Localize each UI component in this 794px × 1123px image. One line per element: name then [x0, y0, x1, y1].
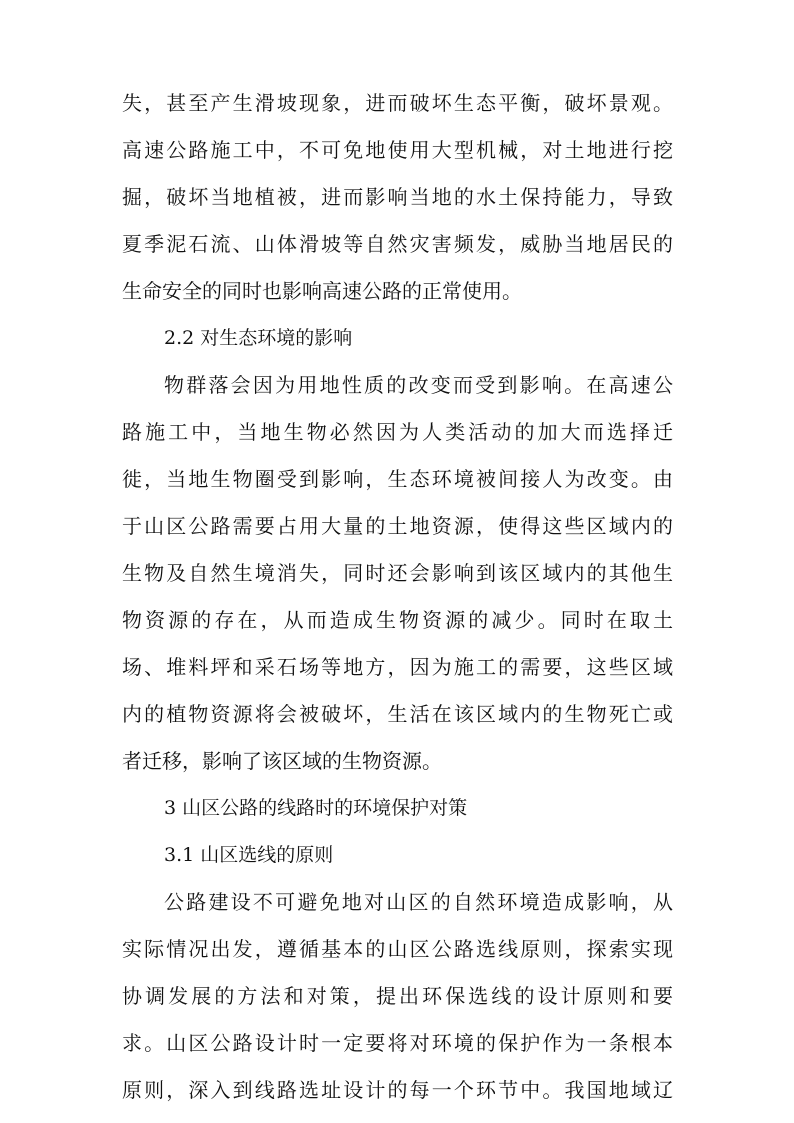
paragraph-line: 场、堆料坪和采石场等地方，因为施工的需要，这些区域	[122, 655, 673, 679]
subsection-heading: 3.1 山区选线的原则	[164, 844, 334, 866]
section-heading: 3 山区公路的线路时的环境保护对策	[164, 797, 468, 819]
paragraph-line: 生物及自然生境消失，同时还会影响到该区域内的其他生	[122, 561, 673, 585]
paragraph-line: 者迁移，影响了该区域的生物资源。	[122, 749, 442, 773]
paragraph-line: 生命安全的同时也影响高速公路的正常使用。	[122, 279, 522, 303]
paragraph-line: 实际情况出发，遵循基本的山区公路选线原则，探索实现	[122, 937, 673, 961]
paragraph-line: 公路建设不可避免地对山区的自然环境造成影响，从	[164, 890, 673, 914]
paragraph-line: 协调发展的方法和对策，提出环保选线的设计原则和要	[122, 984, 673, 1008]
paragraph-line: 夏季泥石流、山体滑坡等自然灾害频发，威胁当地居民的	[122, 232, 673, 256]
paragraph-line: 徙，当地生物圈受到影响，生态环境被间接人为改变。由	[122, 467, 673, 491]
paragraph-line: 原则，深入到线路选址设计的每一个环节中。我国地域辽	[122, 1078, 673, 1102]
paragraph-line: 物资源的存在，从而造成生物资源的减少。同时在取土	[122, 608, 673, 632]
paragraph-line: 高速公路施工中，不可免地使用大型机械，对土地进行挖	[122, 138, 673, 162]
paragraph-line: 求。山区公路设计时一定要将对环境的保护作为一条根本	[122, 1031, 673, 1055]
paragraph-line: 于山区公路需要占用大量的土地资源，使得这些区域内的	[122, 514, 673, 538]
section-heading: 2.2 对生态环境的影响	[164, 327, 353, 349]
paragraph-line: 物群落会因为用地性质的改变而受到影响。在高速公	[164, 373, 673, 397]
paragraph-line: 内的植物资源将会被破坏，生活在该区域内的生物死亡或	[122, 702, 673, 726]
paragraph-line: 掘，破坏当地植被，进而影响当地的水土保持能力，导致	[122, 185, 673, 209]
paragraph-line: 失，甚至产生滑坡现象，进而破坏生态平衡，破坏景观。	[122, 91, 673, 115]
paragraph-line: 路施工中，当地生物必然因为人类活动的加大而选择迁	[122, 420, 673, 444]
